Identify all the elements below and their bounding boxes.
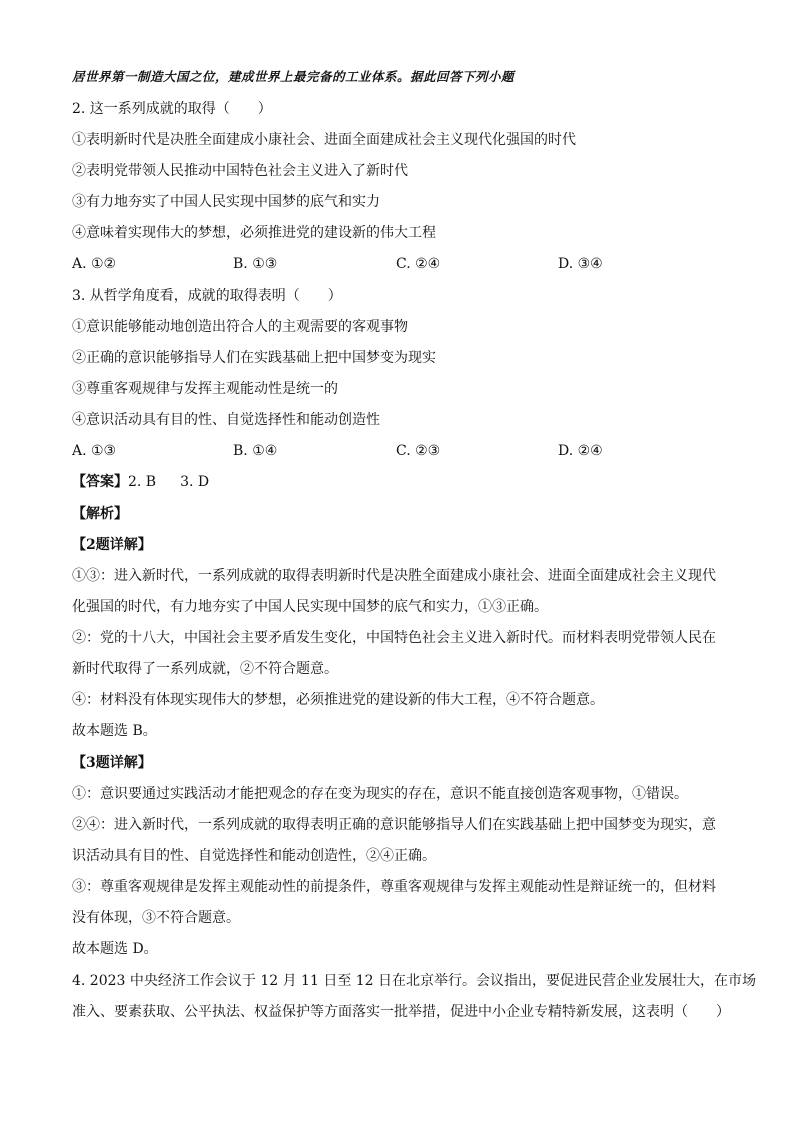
answer-line bbox=[72, 473, 209, 491]
answer-tag: 【答案】 bbox=[72, 474, 128, 490]
analysis-title: 【解析】 bbox=[72, 506, 128, 522]
detail-2-line-5: ④：材料没有体现实现伟大的梦想，必须推进党的建设新的伟大工程，④不符合题意。 bbox=[72, 692, 604, 708]
q3-item-3: ③尊重客观规律与发挥主观能动性是统一的 bbox=[72, 381, 338, 397]
q2-item-1: ①表明新时代是决胜全面建成小康社会、进面全面建成社会主义现代化强国的时代 bbox=[72, 132, 576, 148]
detail-2-line-1: ①③：进入新时代，一系列成就的取得表明新时代是决胜全面建成小康社会、进面全面建成社会主义现代 bbox=[72, 568, 716, 584]
q2-item-2: ②表明党带领人民推动中国特色社会主义进入了新时代 bbox=[72, 163, 408, 179]
q2-option-d: D. ③④ bbox=[558, 256, 603, 272]
q2-item-4: ④意味着实现伟大的梦想，必须推进党的建设新的伟大工程 bbox=[72, 225, 436, 241]
detail-3-line-6: 故本题选 D。 bbox=[72, 941, 158, 957]
detail-3-line-5: 没有体现，③不符合题意。 bbox=[72, 910, 240, 926]
q2-option-a: A. ①② bbox=[72, 256, 117, 272]
q3-item-4: ④意识活动具有目的性、自觉选择性和能动创造性 bbox=[72, 412, 380, 428]
q3-option-c: C. ②③ bbox=[396, 443, 441, 459]
q3-options bbox=[72, 442, 732, 460]
answer-q3: 3. D bbox=[180, 474, 210, 490]
q4-line-1: 4. 2023 中央经济工作会议于 12 月 11 日至 12 日在北京举行。会议指出，要促进民营企业发展壮大，在市场 bbox=[72, 973, 757, 989]
q4-line-2: 准入、要素获取、公平执法、权益保护等方面落实一批举措，促进中小企业专精特新发展，这表明（ ） bbox=[72, 1004, 730, 1020]
q3-option-a: A. ①③ bbox=[72, 443, 117, 459]
q3-option-b: B. ①④ bbox=[233, 443, 278, 459]
intro-text: 居世界第一制造大国之位，建成世界上最完备的工业体系。据此回答下列小题 bbox=[72, 69, 515, 84]
q2-options bbox=[72, 255, 732, 273]
q2-stem: 2. 这一系列成就的取得（ ） bbox=[72, 101, 272, 117]
detail-3-line-4: ③：尊重客观规律是发挥主观能动性的前提条件，尊重客观规律与发挥主观能动性是辩证统一的，但材料 bbox=[72, 879, 716, 895]
q3-option-d: D. ②④ bbox=[558, 443, 603, 459]
detail-3-title: 【3题详解】 bbox=[72, 755, 152, 771]
detail-3-line-3: 识活动具有目的性、自觉选择性和能动创造性，②④正确。 bbox=[72, 848, 436, 864]
answer-q2: 2. B bbox=[128, 474, 157, 490]
q2-option-b: B. ①③ bbox=[233, 256, 278, 272]
q3-item-1: ①意识能够能动地创造出符合人的主观需要的客观事物 bbox=[72, 319, 408, 335]
detail-2-line-6: 故本题选 B。 bbox=[72, 723, 157, 739]
detail-3-line-2: ②④：进入新时代，一系列成就的取得表明正确的意识能够指导人们在实践基础上把中国梦变为现实，意 bbox=[72, 817, 716, 833]
detail-2-line-2: 化强国的时代，有力地夯实了中国人民实现中国梦的底气和实力，①③正确。 bbox=[72, 599, 548, 615]
q2-option-c: C. ②④ bbox=[396, 256, 441, 272]
detail-2-line-4: 新时代取得了一系列成就，②不符合题意。 bbox=[72, 661, 338, 677]
detail-3-line-1: ①：意识要通过实践活动才能把观念的存在变为现实的存在，意识不能直接创造客观事物，①错误。 bbox=[72, 786, 688, 802]
q3-stem: 3. 从哲学角度看，成就的取得表明（ ） bbox=[72, 288, 342, 304]
q2-item-3: ③有力地夯实了中国人民实现中国梦的底气和实力 bbox=[72, 194, 380, 210]
q3-item-2: ②正确的意识能够指导人们在实践基础上把中国梦变为现实 bbox=[72, 350, 436, 366]
detail-2-title: 【2题详解】 bbox=[72, 537, 152, 553]
detail-2-line-3: ②：党的十八大，中国社会主要矛盾发生变化，中国特色社会主义进入新时代。而材料表明党带领人民在 bbox=[72, 630, 716, 646]
